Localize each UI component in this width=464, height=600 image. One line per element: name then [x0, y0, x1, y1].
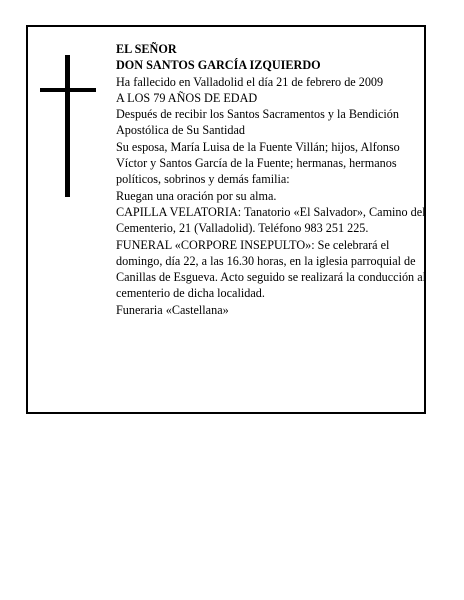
deceased-name: DON SANTOS GARCÍA IZQUIERDO	[116, 58, 321, 73]
age-line: A LOS 79 AÑOS DE EDAD	[116, 90, 258, 105]
chapel-line: CAPILLA VELATORIA: Tanatorio «El Salvador», Camino del Cementerio, 21 (Valladolid). Teléfono 983 251 225.	[116, 204, 426, 236]
cross-icon	[40, 55, 96, 197]
funeral-line: FUNERAL «CORPORE INSEPULTO»: Se celebrará el domingo, día 22, a las 16.30 horas, en la iglesia parroquial de Canillas de Esgueva. Acto seguido se realizará la conducción al cementerio de dicha localidad.	[116, 237, 426, 301]
notice-title: EL SEÑOR	[116, 42, 177, 56]
funeral-home-line: Funeraria «Castellana»	[116, 302, 229, 317]
obituary-notice	[26, 25, 426, 414]
notice-text-block	[116, 41, 428, 318]
prayer-line: Ruegan una oración por su alma.	[116, 188, 277, 203]
cross-horizontal-bar	[40, 88, 96, 92]
cross-vertical-bar	[65, 55, 70, 197]
family-line: Su esposa, María Luisa de la Fuente Villán; hijos, Alfonso Víctor y Santos García de la Fuente; hermanas, hermanos políticos, sobrinos y demás familia:	[116, 139, 400, 187]
death-info: Ha fallecido en Valladolid el día 21 de febrero de 2009	[116, 74, 384, 89]
sacraments-line: Después de recibir los Santos Sacramentos y la Bendición Apostólica de Su Santidad	[116, 107, 399, 138]
